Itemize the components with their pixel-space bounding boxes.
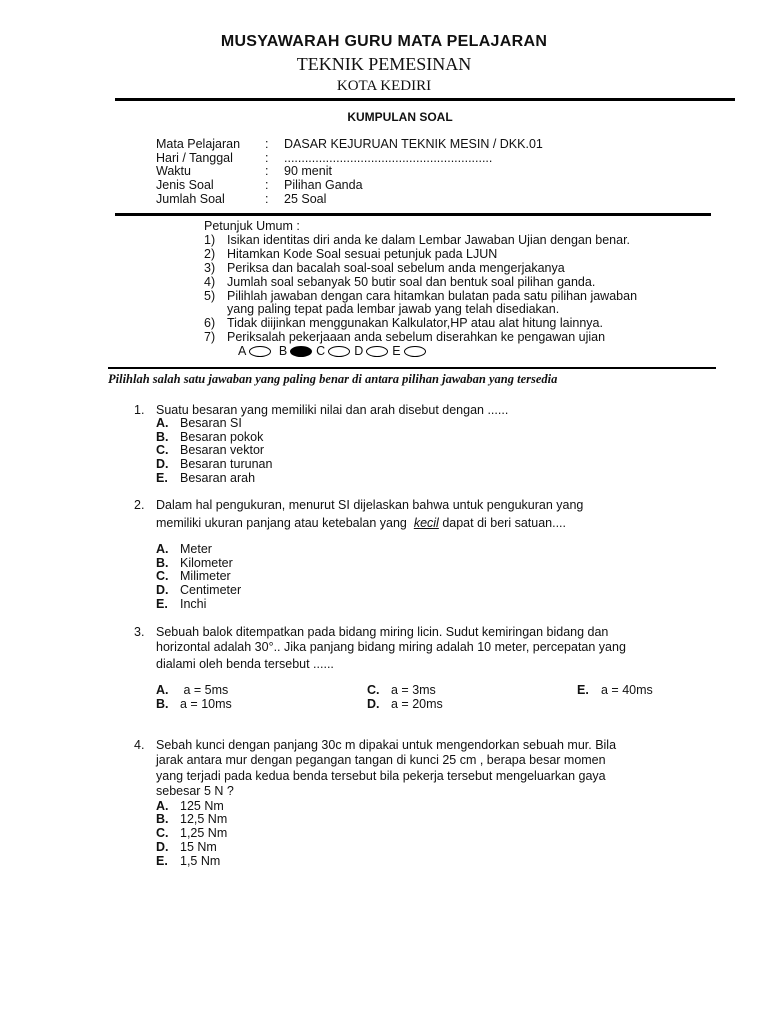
empty-bubble-icon — [328, 346, 350, 357]
example-letter: E — [392, 344, 401, 358]
option-d: D. a = 20ms — [367, 697, 443, 711]
info-value: Pilihan Ganda — [284, 178, 363, 192]
question-text: Dalam hal pengukuran, menurut SI dijelaskan bahwa untuk pengukuran yang — [156, 498, 584, 512]
question-number: 1. — [134, 403, 145, 417]
option-c: C. Besaran vektor — [156, 443, 265, 457]
instruction-num: 1) — [204, 233, 216, 247]
info-value: 90 menit — [284, 164, 332, 178]
header-title: MUSYAWARAH GURU MATA PELAJARAN — [220, 33, 548, 50]
question-text: Suatu besaran yang memiliki nilai dan arah disebut dengan ...... — [156, 403, 509, 417]
info-sep: : — [265, 192, 269, 206]
example-letter: B — [278, 344, 288, 358]
question-text: yang terjadi pada kedua benda tersebut bila pekerja tersebut mengeluarkan gaya — [156, 769, 606, 783]
question-text: horizontal adalah 30°.. Jika panjang bidang miring adalah 10 meter, percepatan yang — [156, 640, 626, 654]
question-number: 4. — [134, 738, 145, 752]
option-c: C. 1,25 Nm — [156, 826, 228, 840]
header-city: KOTA KEDIRI — [336, 78, 432, 94]
option-b: B. Kilometer — [156, 556, 233, 570]
instruction-num: 5) — [204, 289, 216, 303]
directive: Pilihlah salah satu jawaban yang paling benar di antara pilihan jawaban yang tersedia — [108, 372, 558, 386]
info-divider — [115, 213, 711, 216]
instruction-num: 2) — [204, 247, 216, 261]
instruction-text: Periksalah pekerjaaan anda sebelum diserahkan ke pengawan ujian — [227, 330, 606, 344]
empty-bubble-icon — [249, 346, 271, 357]
example-letter: A — [238, 344, 247, 358]
option-e: E. Inchi — [156, 597, 207, 611]
option-a: A. Meter — [156, 542, 212, 556]
info-sep: : — [265, 178, 269, 192]
instruction-text: yang paling tepat pada lembar jawab yang telah disediakan. — [227, 302, 560, 316]
option-c: C. a = 3ms — [367, 683, 436, 697]
option-c: C. Milimeter — [156, 569, 231, 583]
example-letter: C — [316, 344, 326, 358]
question-text: jarak antara mur dengan pegangan tangan di kunci 25 cm , berapa besar momen — [156, 753, 606, 767]
instruction-text: Pilihlah jawaban dengan cara hitamkan bulatan pada satu pilihan jawaban — [227, 289, 638, 303]
instruction-text: Tidak diijinkan menggunakan Kalkulator,HP atau alat hitung lainnya. — [227, 316, 603, 330]
instruction-text: Periksa dan bacalah soal-soal sebelum anda mengerjakanya — [227, 261, 565, 275]
instruction-num: 4) — [204, 275, 216, 289]
empty-bubble-icon — [404, 346, 426, 357]
option-d: D. 15 Nm — [156, 840, 217, 854]
header-subtitle: TEKNIK PEMESINAN — [296, 54, 472, 74]
question-number: 3. — [134, 625, 145, 639]
option-a: A. Besaran SI — [156, 416, 242, 430]
info-label: Jenis Soal — [156, 178, 214, 192]
info-label: Mata Pelajaran — [156, 137, 241, 151]
instruction-text: Isikan identitas diri anda ke dalam Lembar Jawaban Ujian dengan benar. — [227, 233, 631, 247]
question-text: sebesar 5 N ? — [156, 784, 234, 798]
instructions-divider — [108, 367, 716, 369]
answer-example — [238, 344, 430, 358]
info-sep: : — [265, 137, 269, 151]
option-e: E. Besaran arah — [156, 471, 256, 485]
option-b: B. Besaran pokok — [156, 430, 264, 444]
instructions-title: Petunjuk Umum : — [204, 219, 300, 233]
header-divider — [115, 98, 735, 101]
info-value: DASAR KEJURUAN TEKNIK MESIN / DKK.01 — [284, 137, 543, 151]
option-b: B. a = 10ms — [156, 697, 232, 711]
info-value: 25 Soal — [284, 192, 327, 206]
info-label: Waktu — [156, 164, 191, 178]
info-sep: : — [265, 164, 269, 178]
underlined-word: kecil — [413, 516, 439, 530]
question-text: Sebah kunci dengan panjang 30c m dipakai untuk mengendorkan sebuah mur. Bila — [156, 738, 617, 752]
question-text: dialami oleh benda tersebut ...... — [156, 657, 334, 671]
info-sep: : — [265, 151, 269, 165]
option-d: D. Besaran turunan — [156, 457, 273, 471]
instruction-num: 7) — [204, 330, 216, 344]
question-number: 2. — [134, 498, 145, 512]
instruction-text: Jumlah soal sebanyak 50 butir soal dan bentuk soal pilihan ganda. — [227, 275, 596, 289]
section-title: KUMPULAN SOAL — [347, 110, 453, 124]
option-d: D. Centimeter — [156, 583, 242, 597]
option-a: A. 125 Nm — [156, 799, 224, 813]
instruction-text: Hitamkan Kode Soal sesuai petunjuk pada LJUN — [227, 247, 498, 261]
option-a: A. a = 5ms — [156, 683, 229, 697]
instruction-num: 6) — [204, 316, 216, 330]
example-letter: D — [354, 344, 364, 358]
option-e: E. a = 40ms — [577, 683, 653, 697]
filled-bubble-icon — [290, 346, 312, 357]
info-value: ............................................................ — [284, 151, 493, 165]
empty-bubble-icon — [366, 346, 388, 357]
info-label: Hari / Tanggal — [156, 151, 233, 165]
info-label: Jumlah Soal — [156, 192, 225, 206]
question-text: Sebuah balok ditempatkan pada bidang miring licin. Sudut kemiringan bidang dan — [156, 625, 609, 639]
instruction-num: 3) — [204, 261, 216, 275]
option-e: E. 1,5 Nm — [156, 854, 221, 868]
question-text: memiliki ukuran panjang atau ketebalan yang kecil dapat di beri satuan.... — [156, 516, 567, 530]
option-b: B. 12,5 Nm — [156, 812, 228, 826]
